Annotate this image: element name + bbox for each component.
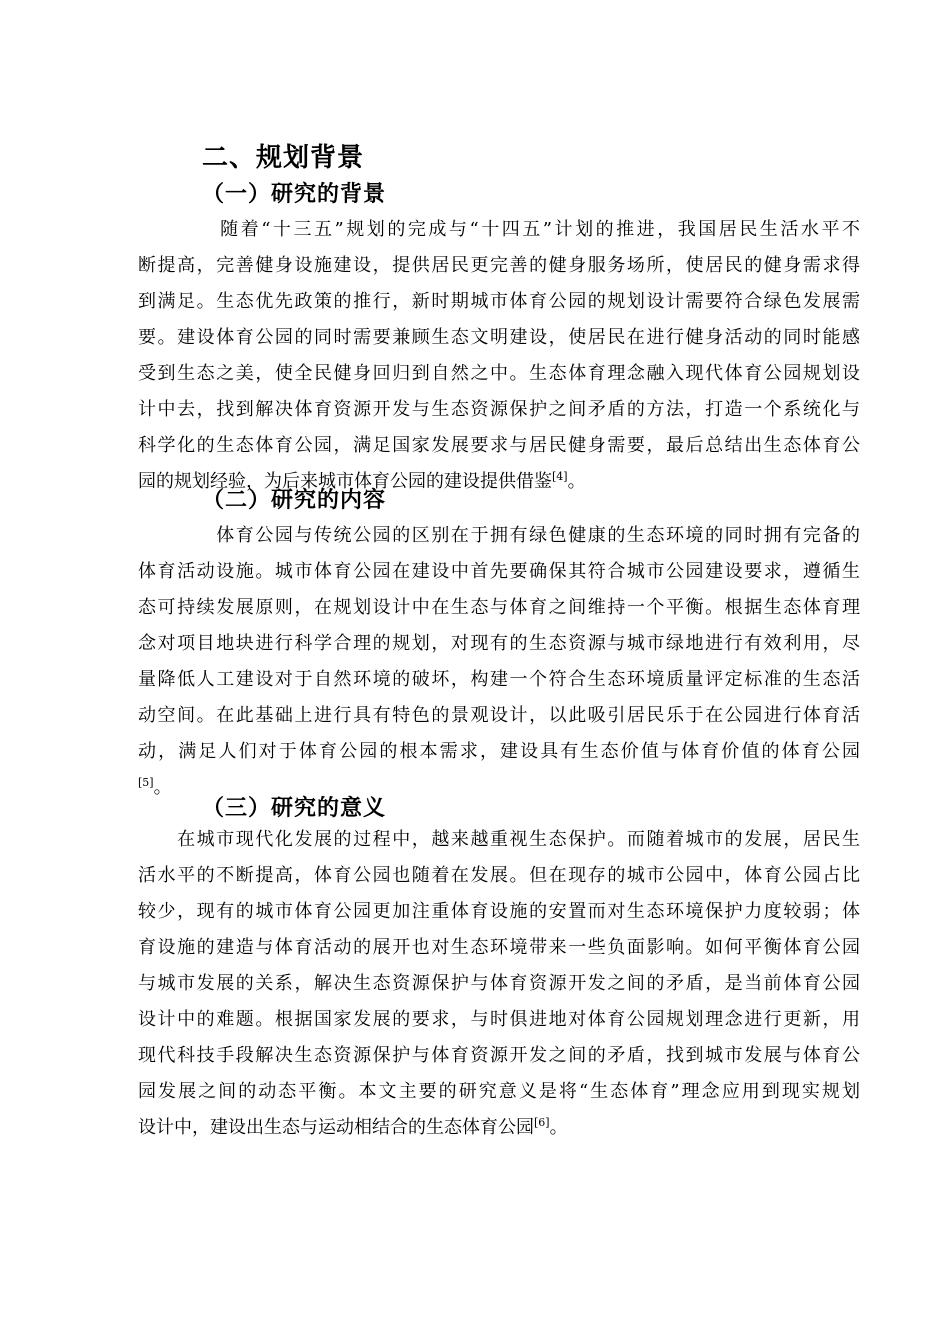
text-line: 计中去，找到解决体育资源开发与生态资源保护之间矛盾的方法，打造一个系统化与 <box>138 399 860 420</box>
text-line <box>138 1110 860 1146</box>
paragraph-content <box>138 518 860 806</box>
paragraph-significance <box>138 822 860 1146</box>
text-line: 要。建设体育公园的同时需要兼顾生态文明建设，使居民在进行健身活动的同时能感 <box>138 327 860 348</box>
text-line-content: 设计中，建设出生态与运动相结合的生态体育公园 <box>138 1117 534 1138</box>
text-line: 到满足。生态优先政策的推行，新时期城市体育公园的规划设计需要符合绿色发展需 <box>138 291 860 312</box>
citation-ref: [4] <box>552 470 568 483</box>
text-line: 育设施的建造与体育活动的展开也对生态环境带来一些负面影响。如何平衡体育公园 <box>138 937 860 958</box>
text-line: 科学化的生态体育公园，满足国家发展要求与居民健身需要，最后总结出生态体育公 <box>138 435 860 456</box>
citation-ref: [5] <box>138 776 154 789</box>
text-line: 体育公园与传统公园的区别在于拥有绿色健康的生态环境的同时拥有完备的 <box>138 525 860 546</box>
text-line: 受到生态之美，使全民健身回归到自然之中。生态体育理念融入现代体育公园规划设 <box>138 363 860 384</box>
text-line: 与城市发展的关系，解决生态资源保护与体育资源开发之间的矛盾，是当前体育公园 <box>138 973 860 994</box>
text-line: 活水平的不断提高，体育公园也随着在发展。但在现存的城市公园中，体育公园占比 <box>138 865 860 886</box>
text-line: 动，满足人们对于体育公园的根本需求，建设具有生态价值与体育价值的体育公园 <box>138 741 860 762</box>
subsection-title-background: （一）研究的背景 <box>202 181 387 207</box>
text-line: 动空间。在此基础上进行具有特色的景观设计，以此吸引居民乐于在公园进行体育活 <box>138 705 860 726</box>
section-title: 二、规划背景 <box>202 143 365 173</box>
sentence-end: 。 <box>153 777 172 798</box>
text-line-content: 园的规划经验，为后来城市体育公园的建设提供借鉴 <box>138 471 552 492</box>
text-line: 念对项目地块进行科学合理的规划，对现有的生态资源与城市绿地进行有效利用，尽 <box>138 633 860 654</box>
sentence-end: 。 <box>567 471 586 492</box>
text-line: 较少，现有的城市体育公园更加注重体育设施的安置而对生态环境保护力度较弱；体 <box>138 901 860 922</box>
text-line: 断提高，完善健身设施建设，提供居民更完善的健身服务场所，使居民的健身需求得 <box>138 255 860 276</box>
text-line: 在城市现代化发展的过程中，越来越重视生态保护。而随着城市的发展，居民生 <box>138 829 860 850</box>
text-line: 量降低人工建设对于自然环境的破坏，构建一个符合生态环境质量评定标准的生态活 <box>138 669 860 690</box>
text-line: 随着“十三五”规划的完成与“十四五”计划的推进，我国居民生活水平不 <box>138 219 860 240</box>
paragraph-background <box>138 212 860 500</box>
text-line: 设计中的难题。根据国家发展的要求，与时俱进地对体育公园规划理念进行更新，用 <box>138 1009 860 1030</box>
sentence-end: 。 <box>549 1117 568 1138</box>
text-line: 现代科技手段解决生态资源保护与体育资源开发之间的矛盾，找到城市发展与体育公 <box>138 1045 860 1066</box>
text-line: 态可持续发展原则，在规划设计中在生态与体育之间维持一个平衡。根据生态体育理 <box>138 597 860 618</box>
citation-ref: [6] <box>534 1116 550 1129</box>
subsection-title-significance: （三）研究的意义 <box>202 795 387 821</box>
text-line: 体育活动设施。城市体育公园在建设中首先要确保其符合城市公园建设要求，遵循生 <box>138 561 860 582</box>
text-line: 园发展之间的动态平衡。本文主要的研究意义是将“生态体育”理念应用到现实规划 <box>138 1081 860 1102</box>
subsection-title-content: （二）研究的内容 <box>202 487 387 513</box>
